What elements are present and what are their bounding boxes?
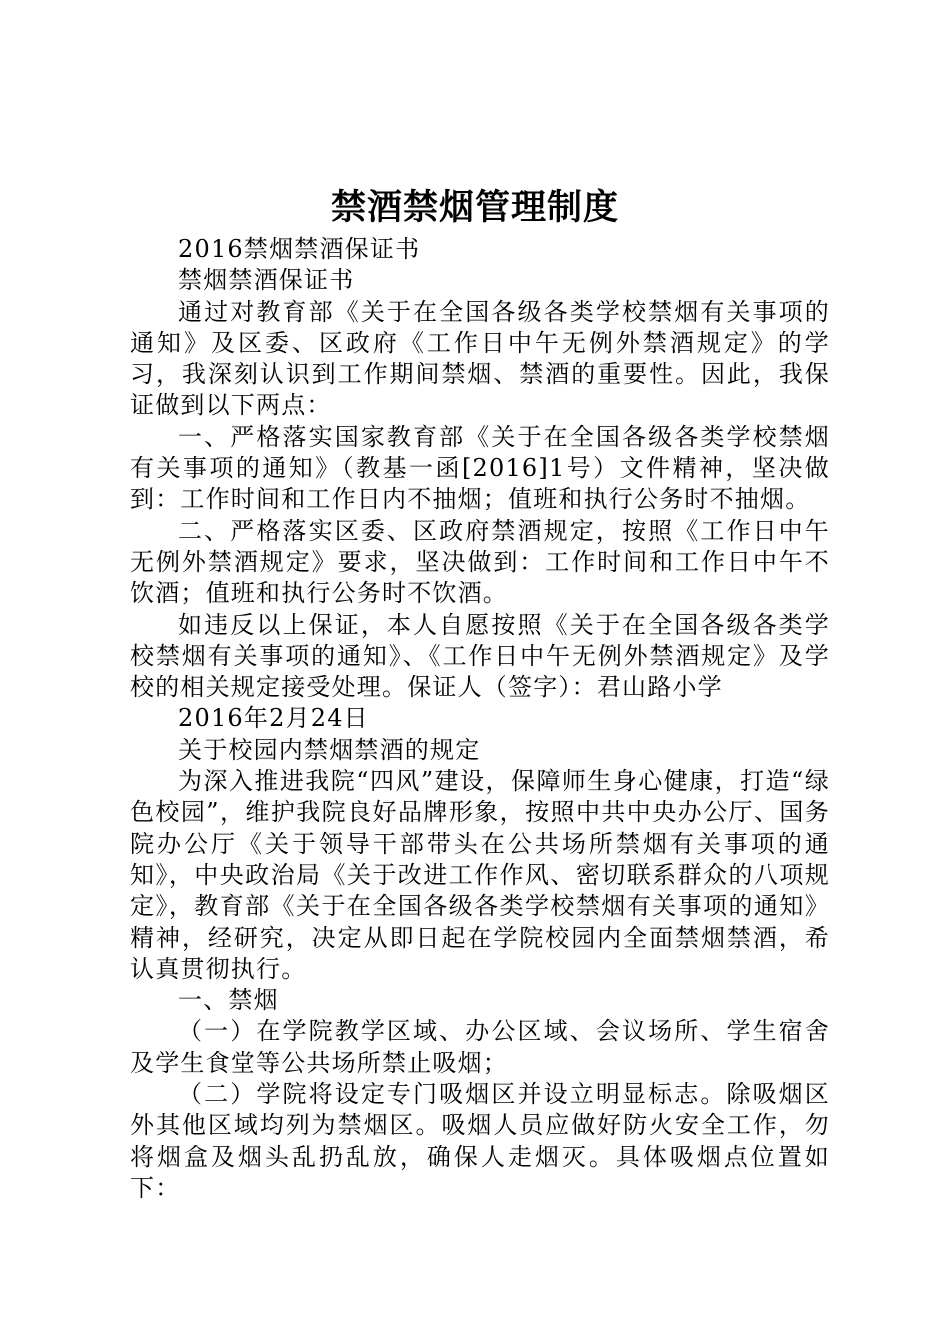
paragraph-point-one: 一、严格落实国家教育部《关于在全国各级各类学校禁烟有关事项的通知》（教基一函[2016]1号）文件精神，坚决做到：工作时间和工作日内不抽烟；值班和执行公务时不抽烟。 [130,422,830,514]
paragraph-heading-campus-rules: 关于校园内禁烟禁酒的规定 [178,735,481,764]
paragraph-heading-pledge: 禁烟禁酒保证书 [178,266,355,295]
paragraph-point-two: 二、严格落实区委、区政府禁酒规定，按照《工作日中午无例外禁酒规定》要求，坚决做到：工作时间和工作日中午不饮酒；值班和执行公务时不饮酒。 [130,516,830,608]
paragraph-violation-clause: 如违反以上保证，本人自愿按照《关于在全国各级各类学校禁烟有关事项的通知》、《工作日中午无例外禁酒规定》及学校的相关规定接受处理。保证人（签字）：君山路小学 [130,610,830,702]
paragraph-heading-2016-pledge: 2016禁烟禁酒保证书 [178,235,421,263]
paragraph-intro: 通过对教育部《关于在全国各级各类学校禁烟有关事项的通知》及区委、区政府《工作日中午无例外禁酒规定》的学习，我深刻认识到工作期间禁烟、禁酒的重要性。因此，我保证做到以下两点： [130,297,830,420]
document-title: 禁酒禁烟管理制度 [330,188,619,228]
paragraph-item-two: （二）学院将设定专门吸烟区并设立明显标志。除吸烟区外其他区域均列为禁烟区。吸烟人员应做好防火安全工作，勿将烟盒及烟头乱扔乱放，确保人走烟灭。具体吸烟点位置如下： [130,1080,830,1202]
paragraph-date: 2016年2月24日 [178,704,369,733]
document-body [130,234,830,1204]
paragraph-campus-intro: 为深入推进我院“四风”建设，保障师生身心健康，打造“绿色校园”，维护我院良好品牌形象，按照中共中央办公厅、国务院办公厅《关于领导干部带头在公共场所禁烟有关事项的通知》，中央政治局《关于改进工作作风、密切联系群众的八项规定》，教育部《关于在全国各级各类学校禁烟有关事项的通知》精神，经研究，决定从即日起在学院校园内全面禁烟禁酒，希认真贯彻执行。 [130,767,830,983]
paragraph-item-one: （一）在学院教学区域、办公区域、会议场所、学生宿舍及学生食堂等公共场所禁止吸烟； [130,1017,830,1077]
paragraph-section-no-smoking: 一、禁烟 [178,986,279,1015]
